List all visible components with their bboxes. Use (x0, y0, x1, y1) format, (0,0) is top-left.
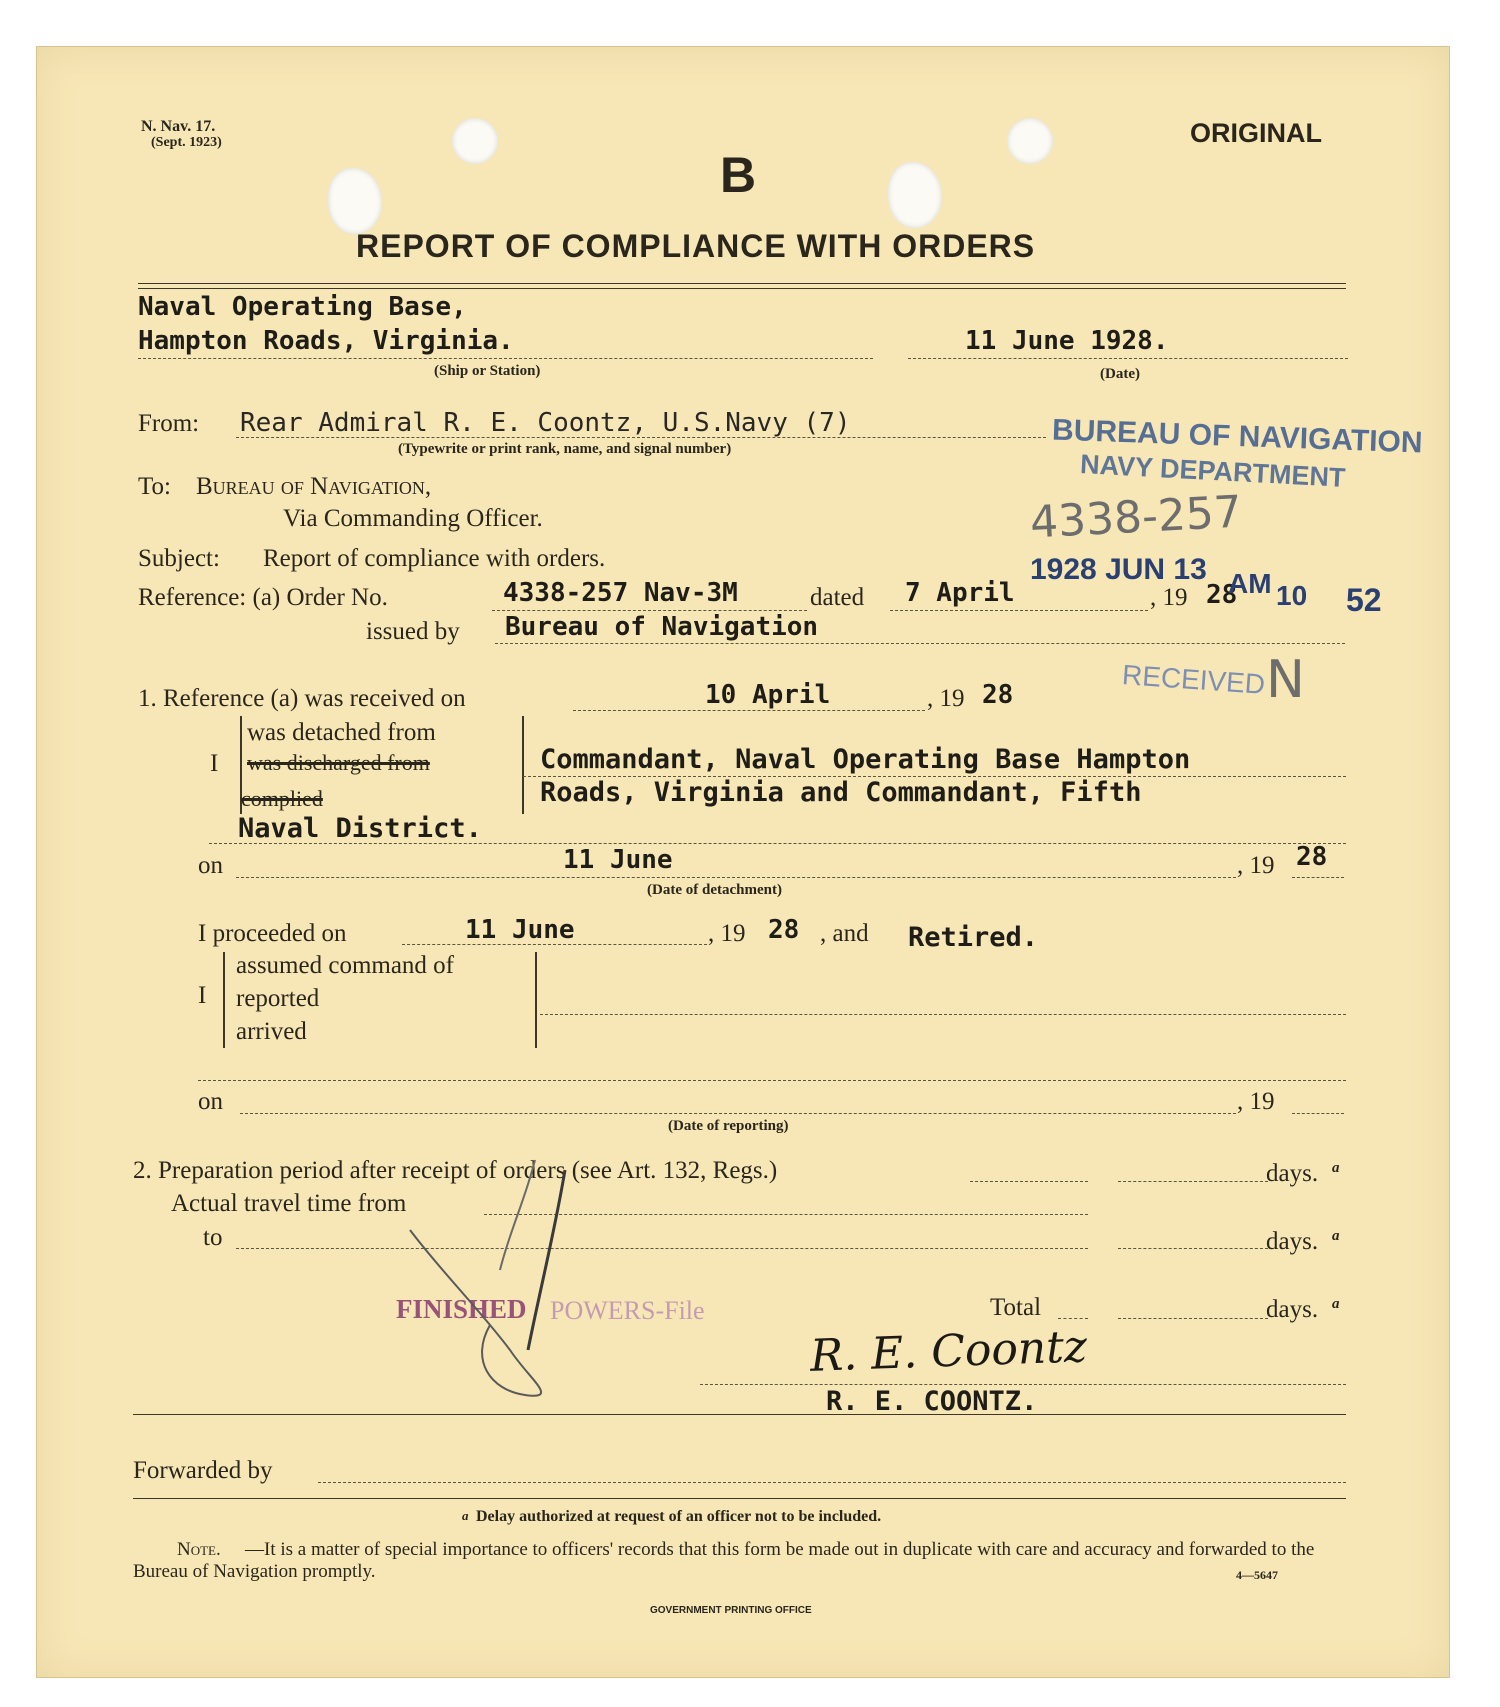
on-label: on (198, 852, 223, 879)
received-date-stamp: 1928 JUN 13 (1030, 553, 1207, 586)
on2-line (240, 1113, 1236, 1114)
typed-signature: R. E. COONTZ. (826, 1386, 1038, 1417)
proceeded-year-prefix: , 19 (708, 920, 746, 947)
footnote-text: Delay authorized at request of an officer not to be included. (476, 1508, 882, 1525)
on-caption: (Date of detachment) (647, 882, 782, 898)
copy-label: ORIGINAL (1190, 118, 1322, 148)
received-time-ampm: AM (1228, 568, 1272, 599)
forwarded-line (318, 1482, 1346, 1483)
total-line (1058, 1318, 1088, 1319)
total-label: Total (990, 1294, 1042, 1321)
issued-label: issued by (366, 618, 460, 645)
detached-line-2 (209, 843, 1346, 844)
option-arrived: arrived (236, 1018, 307, 1045)
received-time-hour: 10 (1276, 580, 1308, 611)
punch-hole-right (1007, 118, 1053, 164)
date-caption: (Date) (1100, 366, 1140, 382)
detached-from-line2: Roads, Virginia and Commandant, Fifth (540, 777, 1142, 808)
from-line (236, 437, 1046, 438)
reference-label: Reference: (a) Order No. (138, 584, 388, 611)
finished-stamp: FINISHED (396, 1294, 527, 1324)
note-text: —It is a matter of special importance to officers' records that this form be made out in duplicate with care and accuracy and forwarded to the Bureau of Navigation promptly. (133, 1539, 1315, 1582)
footer-rule (133, 1498, 1346, 1499)
on-line (236, 877, 1236, 878)
footnote-mark: a (462, 1508, 469, 1523)
bureau-stamp-line1: BUREAU OF NAVIGATION (1051, 413, 1424, 460)
on-year-value: 28 (1296, 842, 1328, 872)
option-assumed: assumed command of (236, 952, 455, 979)
forwarded-label: Forwarded by (133, 1457, 273, 1484)
pencil-check-mark (360, 1150, 620, 1410)
on2-year-line (1292, 1113, 1344, 1114)
travel-to-label: to (203, 1224, 223, 1251)
form-letter: B (720, 147, 757, 203)
date-line (908, 358, 1348, 359)
dated-value: 7 April (905, 578, 1015, 608)
prep-text: 2. Preparation period after receipt of orders (see Art. 132, Regs.) (133, 1157, 778, 1184)
option-detached: was detached from (247, 719, 436, 746)
station-line1: Naval Operating Base, (138, 292, 467, 322)
powers-file-stamp: POWERS-File (550, 1296, 705, 1325)
date-value: 11 June 1928. (965, 326, 1169, 356)
reference-year-value: 28 (1206, 580, 1238, 610)
total-days-line (1118, 1318, 1268, 1319)
received-time-min: 52 (1346, 582, 1382, 618)
item1-text: 1. Reference (a) was received on (138, 685, 466, 712)
station-caption: (Ship or Station) (434, 363, 541, 379)
torn-hole-left (328, 168, 382, 234)
station-line2: Hampton Roads, Virginia. (138, 326, 514, 356)
form-number: 4—5647 (1236, 1568, 1278, 1582)
printer-text: GOVERNMENT PRINTING OFFICE (650, 1605, 812, 1616)
option-reported: reported (236, 985, 320, 1012)
total-days: days. (1266, 1296, 1319, 1323)
reference-year-prefix: , 19 (1150, 584, 1188, 611)
on2-caption: (Date of reporting) (668, 1118, 789, 1134)
proceeded-and: , and (820, 920, 869, 947)
proceeded-result: Retired. (908, 922, 1039, 953)
signature-line (700, 1384, 1346, 1385)
proceeded-year-value: 28 (768, 915, 800, 945)
issued-value: Bureau of Navigation (505, 612, 819, 642)
from-value: Rear Admiral R. E. Coontz, U.S.Navy (7) (240, 408, 851, 438)
file-number-pencil: 4338-257 (1028, 486, 1244, 549)
on-value: 11 June (563, 845, 673, 875)
punch-hole-left (452, 118, 498, 164)
title-rule-2 (138, 288, 1346, 289)
received-stamp: RECEIVED (1121, 659, 1267, 700)
total-footnote-mark: a (1332, 1296, 1340, 1312)
prep-days-line (1118, 1181, 1268, 1182)
travel-days: days. (1266, 1228, 1319, 1255)
item1-received-date: 10 April (705, 680, 831, 710)
prep-line (970, 1181, 1088, 1182)
from-caption: (Typewrite or print rank, name, and signal number) (398, 441, 732, 457)
received-mark: N (1266, 650, 1305, 710)
travel-footnote-mark: a (1332, 1228, 1340, 1244)
option-complied: complied (241, 786, 323, 811)
subject-value: Report of compliance with orders. (263, 545, 606, 572)
item1-date-line (573, 710, 925, 711)
detached-from-line3: Naval District. (238, 813, 482, 844)
dated-label: dated (810, 584, 865, 611)
title-rule (138, 283, 1346, 284)
station-line (138, 358, 873, 359)
travel-days-line (1118, 1248, 1268, 1249)
bureau-stamp-line2: NAVY DEPARTMENT (1079, 449, 1347, 493)
proceeded-value: 11 June (465, 915, 575, 945)
to-via: Via Commanding Officer. (283, 505, 543, 532)
issued-line (495, 643, 1345, 644)
reporting-line-2 (198, 1080, 1346, 1081)
to-label: To: (138, 473, 171, 500)
prep-days: days. (1266, 1160, 1319, 1187)
item1-year-value: 28 (982, 680, 1014, 710)
subject-label: Subject: (138, 545, 220, 572)
item1-year-prefix: , 19 (927, 685, 965, 712)
reporting-line (540, 1014, 1346, 1015)
prep-footnote-mark: a (1332, 1160, 1340, 1176)
travel-text: Actual travel time from (171, 1190, 407, 1217)
form-code: N. Nav. 17. (141, 118, 216, 135)
from-label: From: (138, 410, 200, 437)
on-year-prefix: , 19 (1237, 852, 1275, 879)
order-number-line (492, 610, 807, 611)
detached-line (523, 776, 1346, 777)
on2-label: on (198, 1088, 223, 1115)
to-value: Bureau of Navigation, (196, 473, 432, 500)
dated-line (890, 610, 1148, 611)
note-label: Note. (177, 1539, 221, 1560)
on2-year-prefix: , 19 (1237, 1088, 1275, 1115)
order-number: 4338-257 Nav-3M (503, 578, 738, 608)
detached-from-line1: Commandant, Naval Operating Base Hampton (540, 744, 1191, 775)
handwritten-signature: R. E. Coontz (809, 1321, 1088, 1382)
signature-rule (133, 1414, 1346, 1415)
option-discharged: was discharged from (247, 750, 430, 775)
item1-i-label: I (210, 750, 219, 777)
on-year-line (1292, 877, 1344, 878)
proceeded-label: I proceeded on (198, 920, 347, 947)
reporting-i-label: I (198, 982, 207, 1009)
form-title: REPORT OF COMPLIANCE WITH ORDERS (356, 228, 1036, 264)
torn-hole-right (888, 162, 942, 228)
form-code-date: (Sept. 1923) (151, 135, 222, 150)
